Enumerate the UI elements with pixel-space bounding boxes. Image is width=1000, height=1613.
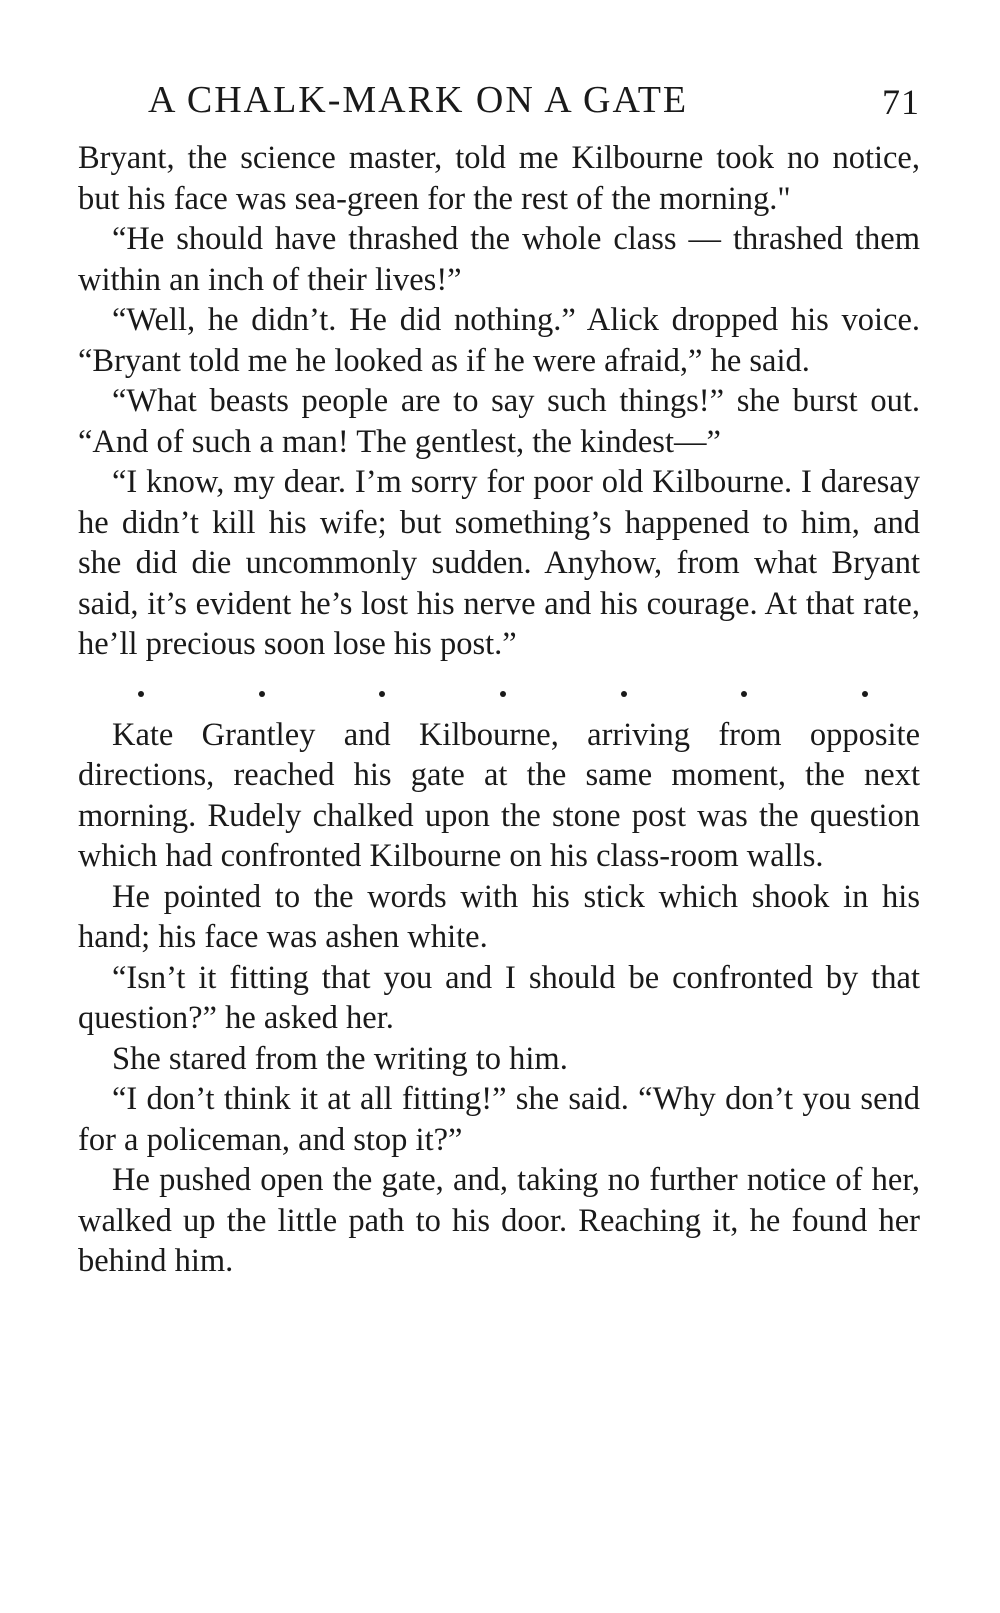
paragraph-continuation: Bryant, the science master, told me Kilbourne took no notice, but his face was sea-green for the rest of the morning." — [78, 140, 920, 217]
paragraph: He pointed to the words with his stick which shook in his hand; his face was ashen white. — [78, 878, 920, 955]
paragraph: Kate Grantley and Kilbourne, arriving from opposite directions, reached his gate at the same moment, the next morning. Rudely chalked upon the stone post was the question which had confronted Kilbourne on his class-room walls. — [78, 716, 920, 874]
section-break-dot — [138, 691, 144, 697]
paragraph: She stared from the writing to him. — [112, 1040, 568, 1077]
section-break — [78, 665, 920, 715]
paragraph: “Isn’t it fitting that you and I should be confronted by that question?” he asked her. — [78, 959, 920, 1036]
section-break-dot — [500, 691, 506, 697]
paragraph: “I know, my dear. I’m sorry for poor old Kilbourne. I daresay he didn’t kill his wife; but something’s happened to him, and she did die uncommonly sudden. Anyhow, from what Bryant said, it’s evident he’s lost his nerve and his courage. At that rate, he’ll precious soon lose his post.” — [78, 464, 920, 662]
book-page — [78, 70, 920, 1282]
section-break-dot — [621, 691, 627, 697]
section-break-dot — [379, 691, 385, 697]
paragraph: “Well, he didn’t. He did nothing.” Alick dropped his voice. “Bryant told me he looked as if he were afraid,” he said. — [78, 302, 920, 379]
section-break-dot — [259, 691, 265, 697]
running-head — [78, 70, 920, 130]
paragraph: “What beasts people are to say such things!” she burst out. “And of such a man! The gentlest, the kindest—” — [78, 383, 920, 460]
paragraph: “He should have thrashed the whole class — thrashed them within an inch of their lives!” — [78, 221, 920, 298]
paragraph: “I don’t think it at all fitting!” she said. “Why don’t you send for a policeman, and stop it?” — [78, 1081, 920, 1158]
running-title: A CHALK-MARK ON A GATE — [148, 79, 689, 121]
section-break-dot — [741, 691, 747, 697]
paragraph: He pushed open the gate, and, taking no further notice of her, walked up the little path to his door. Reaching it, he found her behind him. — [78, 1162, 920, 1279]
body-text — [78, 138, 920, 1282]
section-break-dot — [862, 691, 868, 697]
page-number: 71 — [882, 82, 920, 122]
